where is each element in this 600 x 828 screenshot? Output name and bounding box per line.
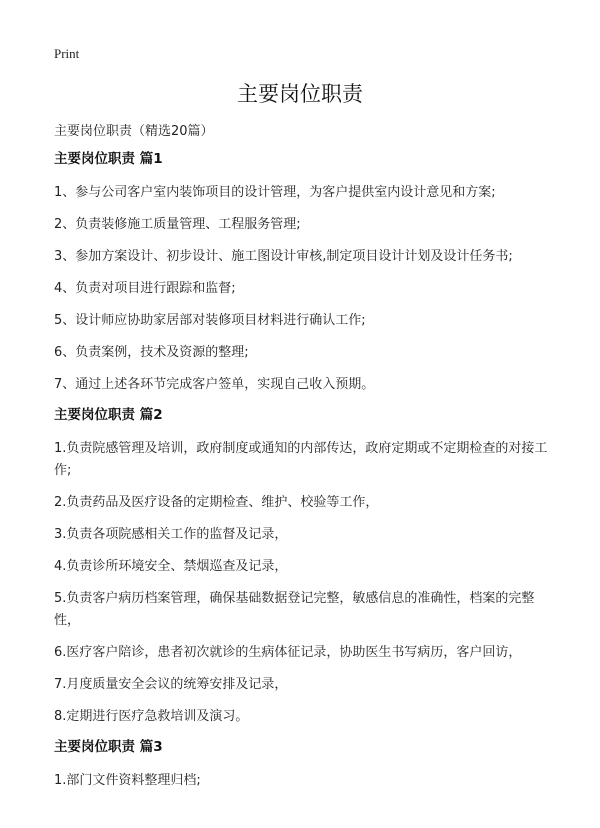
page-title: 主要岗位职责: [237, 82, 363, 106]
list-item: 5、设计师应协助家居部对装修项目材料进行确认工作;: [54, 313, 366, 328]
section-heading: 主要岗位职责 篇3: [54, 739, 163, 755]
list-item: 3、参加方案设计、初步设计、施工图设计审核,制定项目设计计划及设计任务书;: [54, 249, 513, 264]
list-item: 6、负责案例，技术及资源的整理;: [54, 345, 249, 360]
list-item: 1.负责院感管理及培训，政府制度或通知的内部传达，政府定期或不定期检查的对接工作;: [54, 441, 548, 478]
document-body: [54, 150, 554, 802]
section-1: [54, 150, 554, 406]
section-3: [54, 738, 554, 802]
list-item: 8.定期进行医疗急救培训及演习。: [54, 709, 249, 724]
list-item: 7、通过上述各环节完成客户签单，实现自己收入预期。: [54, 377, 375, 392]
list-item: 7.月度质量安全会议的统筹安排及记录，: [54, 677, 288, 692]
list-item: 3.负责各项院感相关工作的监督及记录，: [54, 527, 288, 542]
list-item: 4、负责对项目进行跟踪和监督;: [54, 281, 236, 296]
list-item: 5.负责客户病历档案管理，确保基础数据登记完整，敏感信息的准确性，档案的完整性，: [54, 591, 535, 628]
list-item: 2、负责装修施工质量管理、工程服务管理;: [54, 217, 301, 232]
list-item: 1、参与公司客户室内装饰项目的设计管理，为客户提供室内设计意见和方案;: [54, 185, 496, 200]
print-label: Print: [54, 46, 80, 61]
list-item: 6.医疗客户陪诊，患者初次就诊的生病体征记录，协助医生书写病历，客户回访，: [54, 645, 522, 660]
section-heading: 主要岗位职责 篇2: [54, 407, 163, 423]
section-heading: 主要岗位职责 篇1: [54, 151, 163, 167]
list-item: 2.负责药品及医疗设备的定期检查、维护、校验等工作，: [54, 495, 379, 510]
page-subtitle: 主要岗位职责（精选20篇）: [54, 124, 214, 139]
list-item: 1.部门文件资料整理归档;: [54, 773, 201, 788]
list-item: 4.负责诊所环境安全、禁烟巡查及记录，: [54, 559, 288, 574]
section-2: [54, 406, 554, 738]
